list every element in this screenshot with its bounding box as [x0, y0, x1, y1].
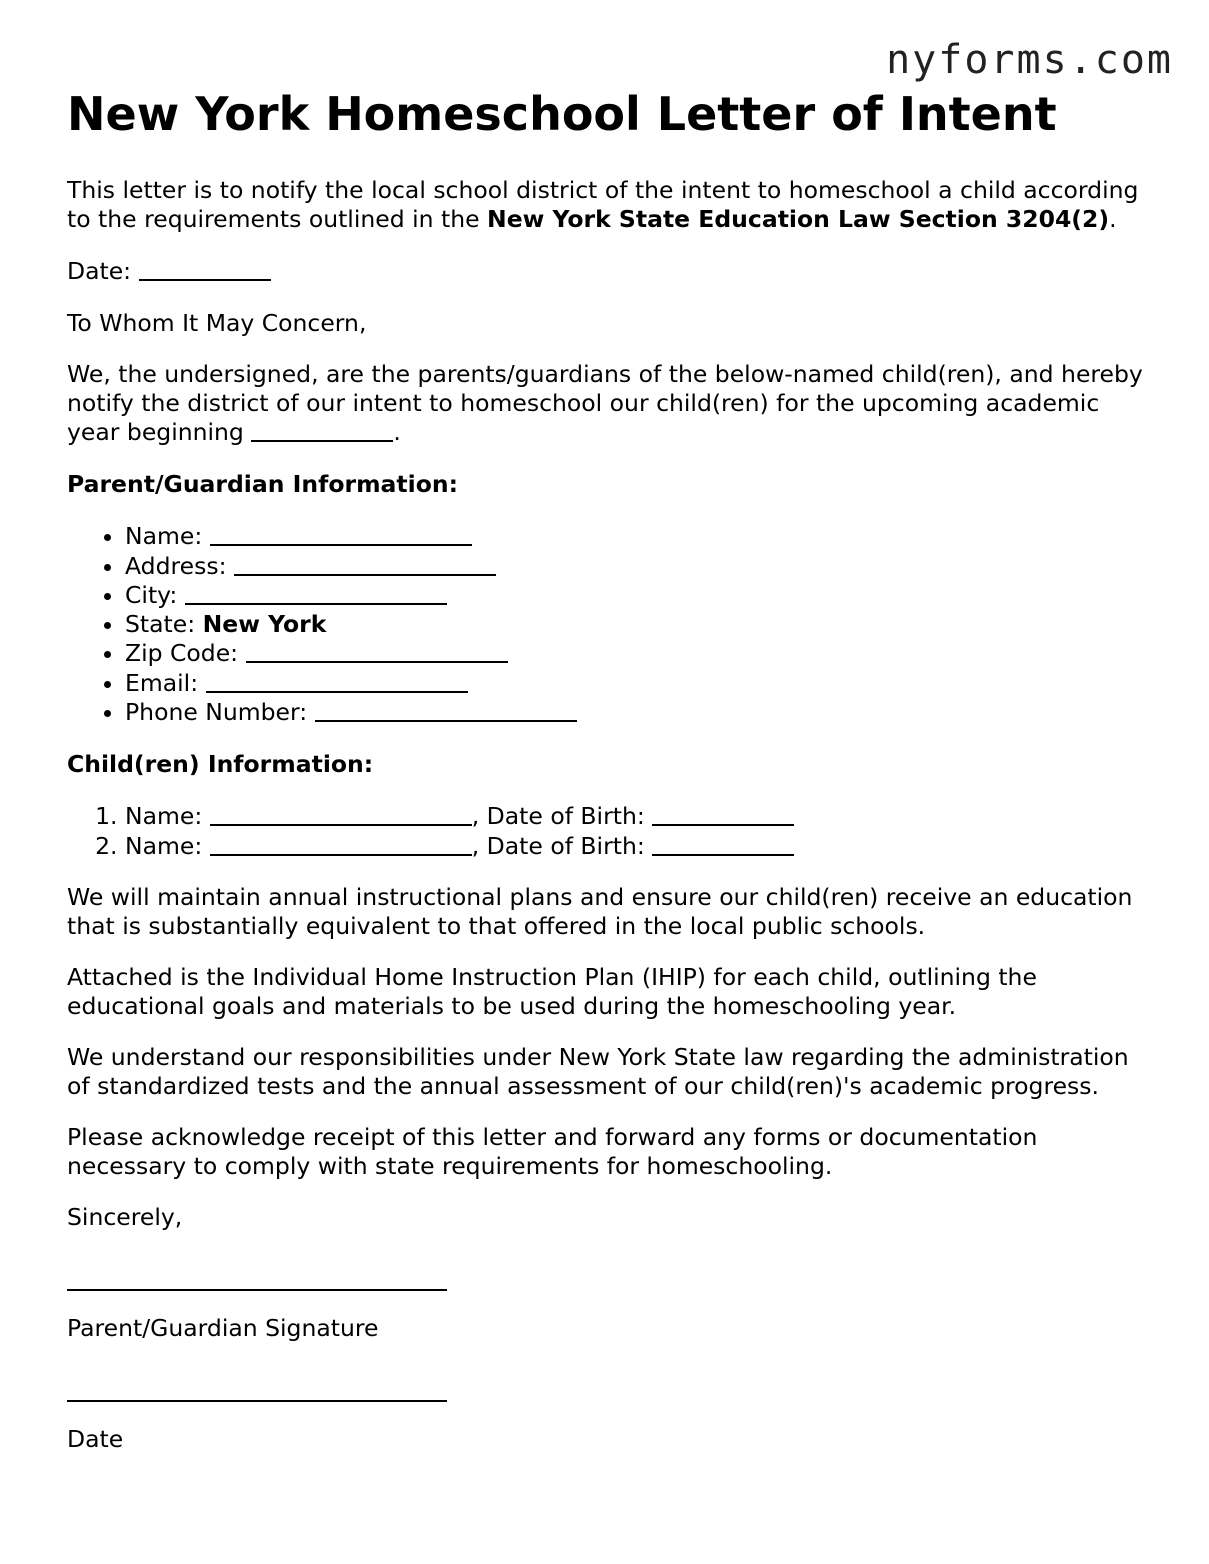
child-row-2 [125, 831, 1157, 861]
list-item-name [125, 521, 1157, 551]
parent-field-list [67, 521, 1157, 727]
parent-heading-text: Parent/Guardian Information: [67, 469, 458, 498]
signature-date-blank[interactable] [67, 1379, 447, 1402]
date-label: Date: [67, 257, 132, 285]
field-label: Address: [125, 551, 227, 580]
state-value: New York [202, 609, 327, 638]
children-heading-text: Child(ren) Information: [67, 749, 374, 778]
field-label: Name: [125, 522, 203, 550]
child-dob-blank[interactable] [652, 833, 794, 856]
signature-line-row [67, 1263, 1157, 1292]
city-blank[interactable] [185, 582, 447, 605]
notice-paragraph [67, 360, 1157, 447]
letter-page [67, 88, 1157, 1477]
instruction-paragraph: We will maintain annual instructional plans and ensure our child(ren) receive an education that is substantially equivalent to that offered in the local public schools. [67, 883, 1133, 940]
children-heading [67, 750, 1157, 779]
signature-block [67, 1263, 1157, 1454]
site-watermark: nyforms.com [886, 37, 1173, 83]
notice-end: . [393, 418, 401, 446]
notice-text: We, the undersigned, are the parents/guardians of the below-named child(ren), and hereby notify the district of our intent to homeschool our child(ren) for the upcoming academic year beginning [67, 360, 1143, 446]
child-name-label: Name: [125, 831, 203, 860]
child-name-blank[interactable] [210, 833, 472, 856]
date-row [67, 256, 1157, 286]
law-reference: New York State Education Law Section 3204(2) [487, 204, 1110, 233]
field-label: Zip Code: [125, 639, 239, 667]
list-item-email [125, 668, 1157, 698]
year-start-blank[interactable] [251, 419, 393, 442]
parent-name-blank[interactable] [210, 523, 472, 546]
child-dob-label: , Date of Birth: [471, 802, 645, 830]
child-row-1 [125, 801, 1157, 831]
intro-paragraph [67, 176, 1157, 233]
children-list [67, 801, 1157, 860]
acknowledge-paragraph: Please acknowledge receipt of this letter and forward any forms or documentation necessary to comply with state requirements for homeschooling. [67, 1123, 1038, 1180]
list-item-state [125, 610, 1157, 639]
email-blank[interactable] [206, 670, 468, 693]
zip-blank[interactable] [246, 640, 508, 663]
child-name-blank[interactable] [210, 803, 472, 826]
parent-heading [67, 470, 1157, 499]
phone-blank[interactable] [315, 699, 577, 722]
salutation: To Whom It May Concern, [67, 308, 367, 337]
responsibility-paragraph: We understand our responsibilities under New York State law regarding the administration of standardized tests and the annual assessment of our child(ren)'s academic progress. [67, 1043, 1129, 1100]
field-label: State: [125, 609, 196, 638]
child-dob-blank[interactable] [652, 803, 794, 826]
signature-blank[interactable] [67, 1268, 447, 1291]
signature-label: Parent/Guardian Signature [67, 1314, 379, 1342]
list-item-city [125, 580, 1157, 610]
field-label: Phone Number: [125, 698, 308, 726]
field-label: City: [125, 581, 178, 609]
field-label: Email: [125, 668, 199, 697]
address-blank[interactable] [234, 553, 496, 576]
signature-date-line-row [67, 1374, 1157, 1403]
intro-end: . [1109, 204, 1117, 233]
date-blank[interactable] [139, 258, 271, 281]
page-title: New York Homeschool Letter of Intent [67, 87, 1057, 141]
child-dob-label: , Date of Birth: [471, 831, 645, 860]
ihip-paragraph: Attached is the Individual Home Instruction Plan (IHIP) for each child, outlining the educational goals and materials to be used during the homeschooling year. [67, 963, 1037, 1020]
signature-date-label: Date [67, 1425, 124, 1453]
intro-text: This letter is to notify the local school district of the intent to homeschool a child according to the requirements outlined in the [67, 176, 1139, 233]
list-item-phone [125, 697, 1157, 727]
child-name-label: Name: [125, 802, 203, 830]
closing: Sincerely, [67, 1203, 183, 1231]
list-item-zip [125, 638, 1157, 668]
list-item-address [125, 551, 1157, 581]
